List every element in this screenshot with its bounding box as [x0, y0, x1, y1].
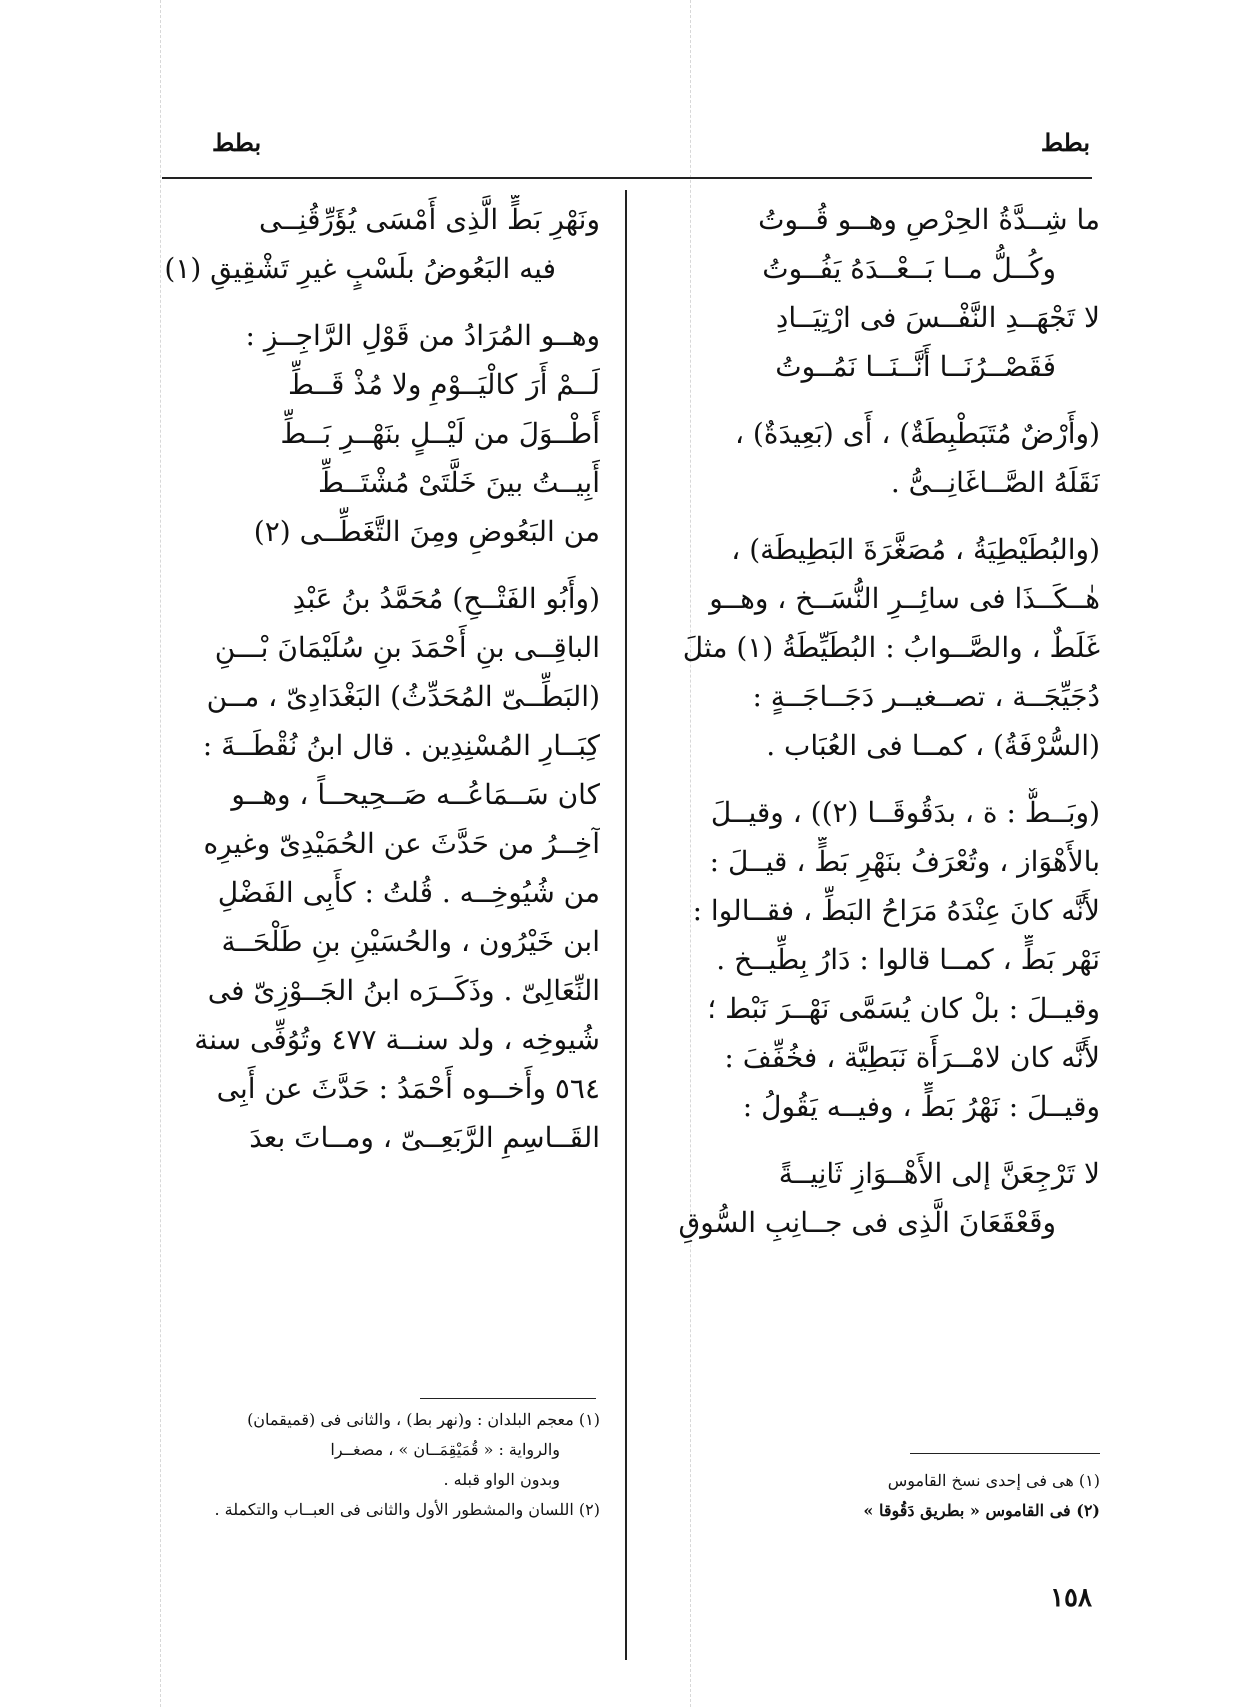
entry-line: (والبُطَيْطِيَةُ ، مُصَغَّرَةَ البَطِيطَة) ، [731, 533, 1100, 566]
footnotes-right [660, 1466, 1100, 1526]
verse-line: فيه البَعُوضُ بلَسْبٍ غيرِ تَشْقِيقِ (١) [164, 252, 556, 285]
verse-line: ما شِــدَّةُ الحِرْصِ وهــو قُــوتُ [758, 203, 1100, 236]
footnote: (٢) فى القاموس « بطريق دَقُوقا » [863, 1501, 1100, 1520]
verse-line: أَطْــوَلَ من لَيْــلٍ بنَهْــرِ بَــطِّ [280, 417, 600, 450]
footnote-rule [910, 1453, 1100, 1454]
footnotes-left [160, 1405, 600, 1525]
entry-line: (السُّرْفَةُ) ، كمــا فى العُبَاب . [766, 729, 1100, 762]
entry-line: من شُيُوخِــه . قُلتُ : كأَبِى الفَضْلِ [217, 876, 600, 909]
entry-line: وقيــلَ : نَهْرُ بَطٍّ ، وفيــه يَقُولُ : [742, 1090, 1100, 1123]
header-rule [162, 177, 1092, 179]
right-column [660, 195, 1100, 1247]
entry-line: دُجَيِّجَــة ، تصــغيــر دَجَــاجَــةٍ : [752, 680, 1100, 713]
entry-line: وهــو المُرَادُ من قَوْلِ الرَّاجِــزِ : [245, 319, 600, 352]
entry-line: كِبَــارِ المُسْنِدِين . قال ابنُ نُقْطَــةَ : [202, 729, 600, 762]
footnote-continuation: والرواية : « قُمَيْقِمَــان » ، مصغــرا [330, 1440, 560, 1459]
entry-line: (البَطِّــىّ المُحَدِّثُ) البَغْدَادِىّ ، مــن [206, 680, 600, 713]
entry-line: نَقَلَهُ الصَّــاغَانِــىُّ . [890, 466, 1100, 499]
entry-line: غَلَطٌ ، والصَّــوابُ : البُطَيِّطَةُ (١) مثلَ [682, 631, 1100, 664]
entry-line: لأَنَّه كان لامْــرَأَة نَبَطِيَّة ، فخُفِّفَ : [724, 1041, 1100, 1074]
verse-line: فَقَصْــرُنَــا أَنَّــنَــا نَمُــوتُ [775, 350, 1056, 383]
verse-line: أَبِيــتُ بينَ خَلَّتَىْ مُشْتَــطِّ [318, 466, 600, 499]
entry-line: (وأَرْضٌ مُتَبَطْبِطَةٌ) ، أَى (بَعِيدَةٌ) ، [734, 417, 1100, 450]
entry-line: القَــاسِمِ الرَّبَعِــىّ ، ومــاتَ بعدَ [249, 1121, 600, 1154]
footnote: (١) هى فى إحدى نسخ القاموس [887, 1471, 1100, 1490]
footnote-continuation: وبدون الواو قبله . [443, 1470, 560, 1489]
entry-line: نَهْر بَطٍّ ، كمــا قالوا : دَارُ بِطِّيــخ . [716, 943, 1100, 976]
entry-line: لأَنَّه كانَ عِنْدَهُ مَرَاحُ البَطِّ ، فقــالوا : [692, 894, 1100, 927]
entry-line: بالأَهْوَاز ، وتُعْرَفُ بنَهْرِ بَطٍّ ، قيــلَ : [709, 845, 1100, 878]
verse-line: لا تَرْجِعَنَّ إلى الأَهْــوَازِ ثَانِيــةً [778, 1157, 1100, 1190]
verse-line: من البَعُوضِ ومِنَ التَّغَطِّــى (٢) [253, 515, 600, 548]
entry-line: شُيوخِه ، ولد سنــة ٤٧٧ وتُوُفِّى سنة [194, 1023, 600, 1056]
entry-line: ابن خَيْرُون ، والحُسَيْنِ بنِ طَلْحَــة [221, 925, 600, 958]
footnote: (١) معجم البلدان : و(نهر بط) ، والثانى فى (قميقمان) [247, 1410, 600, 1429]
running-header-left: بطط [212, 128, 262, 157]
footnote: (٢) اللسان والمشطور الأول والثانى فى العبــاب والتكملة . [214, 1500, 600, 1519]
entry-line: هٰــكَــذَا فى سائِــرِ النُّسَــخ ، وهــو [709, 582, 1100, 615]
verse-line: لَــمْ أَرَ كالْيَــوْمِ ولا مُذْ قَــطِّ [288, 368, 600, 401]
running-header-right: بطط [1040, 128, 1090, 157]
verse-line: ونَهْرِ بَطٍّ الَّذِى أَمْسَى يُؤَرِّقُنِــى [258, 203, 600, 236]
column-divider [625, 190, 627, 1660]
verse-line: وكُــلُّ مــا بَــعْــدَهُ يَفُــوتُ [762, 252, 1056, 285]
page-number: ١٥٨ [1050, 1583, 1092, 1613]
entry-line: (وبَــطٌّ : ة ، بدَقُوقَــا (٢)) ، وقيــلَ [710, 796, 1100, 829]
entry-line: آخِــرُ من حَدَّثَ عن الحُمَيْدِىّ وغيرِه [203, 827, 600, 860]
entry-line: ٥٦٤ وأَخــوه أَحْمَدُ : حَدَّثَ عن أَبِى [216, 1072, 600, 1105]
verse-line: وقَعْقَعَانَ الَّذِى فى جــانِبِ السُّوقِ [678, 1206, 1056, 1239]
entry-line: (وأَبُو الفَتْــحِ) مُحَمَّدُ بنُ عَبْدِ [292, 582, 600, 615]
entry-line: كان سَــمَاعُــه صَــحِيحــاً ، وهــو [231, 778, 600, 811]
verse-line: لا تَجْهَــدِ النَّفْــسَ فى ارْتِيَــادِ [775, 301, 1100, 334]
entry-line: وقيــلَ : بلْ كان يُسَمَّى نَهْــرَ نَبْط ؛ [707, 992, 1100, 1025]
footnote-rule [420, 1398, 596, 1399]
left-column [160, 195, 600, 1162]
entry-line: النِّعَالِىّ . وذَكَــرَه ابنُ الجَــوْزِىّ فى [207, 974, 600, 1007]
entry-line: الباقِــى بنِ أَحْمَدَ بنِ سُلَيْمَانَ بْـــنِ [214, 631, 600, 664]
